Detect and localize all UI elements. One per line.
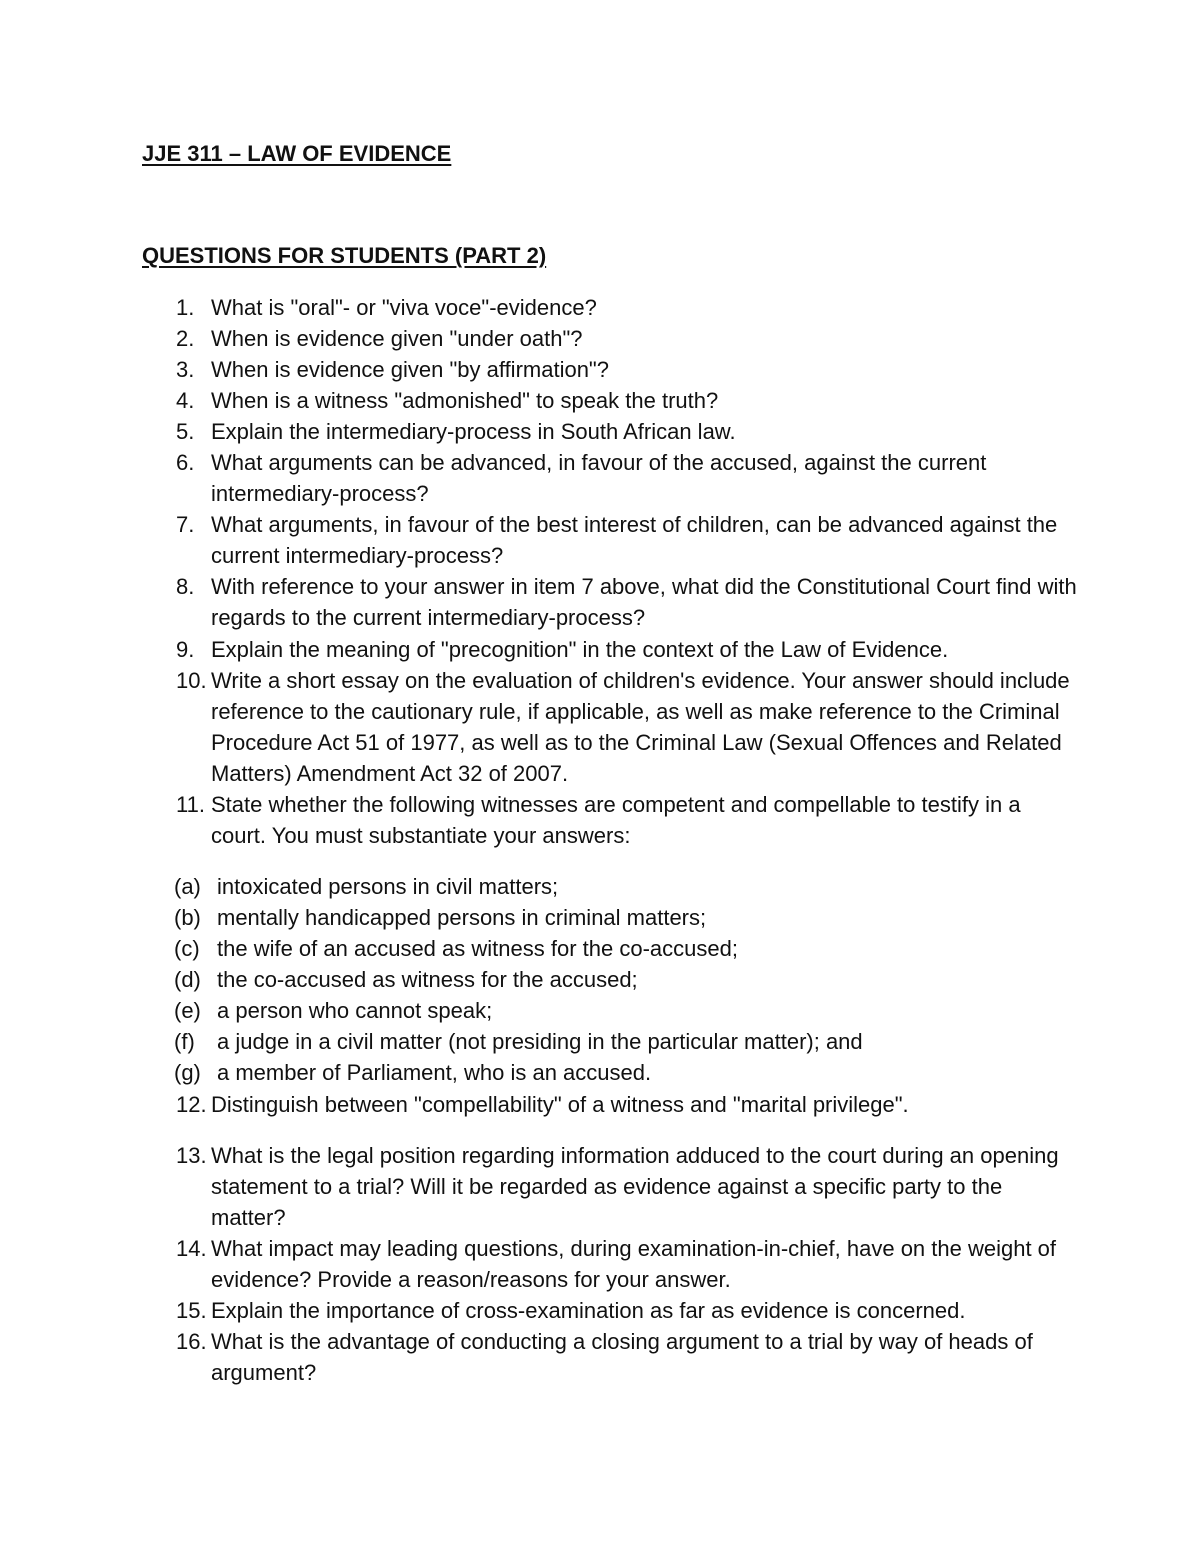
sub-item-letter: (g): [174, 1060, 201, 1085]
sub-item-text: a person who cannot speak;: [217, 998, 493, 1023]
question-text: State whether the following witnesses are competent and compellable to testify in a court. You must substantiate your answers:: [211, 792, 1021, 848]
sub-item-letter: (a): [174, 874, 201, 899]
question-text: When is a witness "admonished" to speak the truth?: [211, 388, 719, 413]
question-number: 16.: [176, 1329, 207, 1354]
question-number: 11.: [176, 792, 205, 817]
question-number: 13.: [176, 1143, 207, 1168]
question-number: 6.: [176, 450, 195, 475]
question-text: Explain the intermediary-process in South African law.: [211, 419, 736, 444]
sub-item-letter: (e): [174, 998, 201, 1023]
question-text: With reference to your answer in item 7 above, what did the Constitutional Court find with regards to the current intermediary-process?: [211, 574, 1077, 630]
question-text: When is evidence given "under oath"?: [211, 326, 583, 351]
question-text: What is the advantage of conducting a closing argument to a trial by way of heads of argument?: [211, 1329, 1033, 1385]
question-text: Distinguish between "compellability" of a witness and "marital privilege".: [211, 1092, 909, 1117]
question-number: 5.: [176, 419, 195, 444]
sub-item-text: a member of Parliament, who is an accused.: [217, 1060, 652, 1085]
sub-item-text: intoxicated persons in civil matters;: [217, 874, 559, 899]
sub-item-letter: (d): [174, 967, 201, 992]
question-text: What is "oral"- or "viva voce"-evidence?: [211, 295, 597, 320]
question-text: What is the legal position regarding information adduced to the court during an opening statement to a trial? Will it be regarded as evidence against a specific party to the matter?: [211, 1143, 1059, 1230]
question-number: 8.: [176, 574, 195, 599]
question-text: What arguments can be advanced, in favour of the accused, against the current intermediary-process?: [211, 450, 987, 506]
question-number: 7.: [176, 512, 195, 537]
question-text: Write a short essay on the evaluation of children's evidence. Your answer should include reference to the cautionary rule, if applicable, as well as make reference to the Criminal Procedure Act 51 of 1977, as well as to the Criminal Law (Sexual Offences and Related Matters) Amendment Act 32 of 2007.: [211, 668, 1070, 786]
sub-item-letter: (f): [174, 1029, 195, 1054]
question-text: What impact may leading questions, during examination-in-chief, have on the weight of evidence? Provide a reason/reasons for your answer.: [211, 1236, 1057, 1292]
question-number: 2.: [176, 326, 195, 351]
question-number: 4.: [176, 388, 195, 413]
question-number: 14.: [176, 1236, 207, 1261]
question-text: Explain the meaning of "precognition" in the context of the Law of Evidence.: [211, 637, 949, 662]
sub-item-letter: (c): [174, 936, 200, 961]
sub-item-letter: (b): [174, 905, 201, 930]
sub-item-text: the wife of an accused as witness for the co-accused;: [217, 936, 738, 961]
question-number: 3.: [176, 357, 195, 382]
question-text: When is evidence given "by affirmation"?: [211, 357, 609, 382]
question-number: 12.: [176, 1092, 207, 1117]
sub-item-text: a judge in a civil matter (not presiding in the particular matter); and: [217, 1029, 863, 1054]
sub-item-text: mentally handicapped persons in criminal matters;: [217, 905, 707, 930]
question-number: 1.: [176, 295, 195, 320]
question-number: 15.: [176, 1298, 207, 1323]
question-number: 10.: [176, 668, 207, 693]
sub-item-text: the co-accused as witness for the accused;: [217, 967, 638, 992]
document-title: JJE 311 – LAW OF EVIDENCE: [142, 141, 452, 166]
section-title: QUESTIONS FOR STUDENTS (PART 2): [142, 243, 547, 268]
question-number: 9.: [176, 637, 195, 662]
question-text: Explain the importance of cross-examination as far as evidence is concerned.: [211, 1298, 966, 1323]
question-text: What arguments, in favour of the best interest of children, can be advanced against the current intermediary-process?: [211, 512, 1058, 568]
